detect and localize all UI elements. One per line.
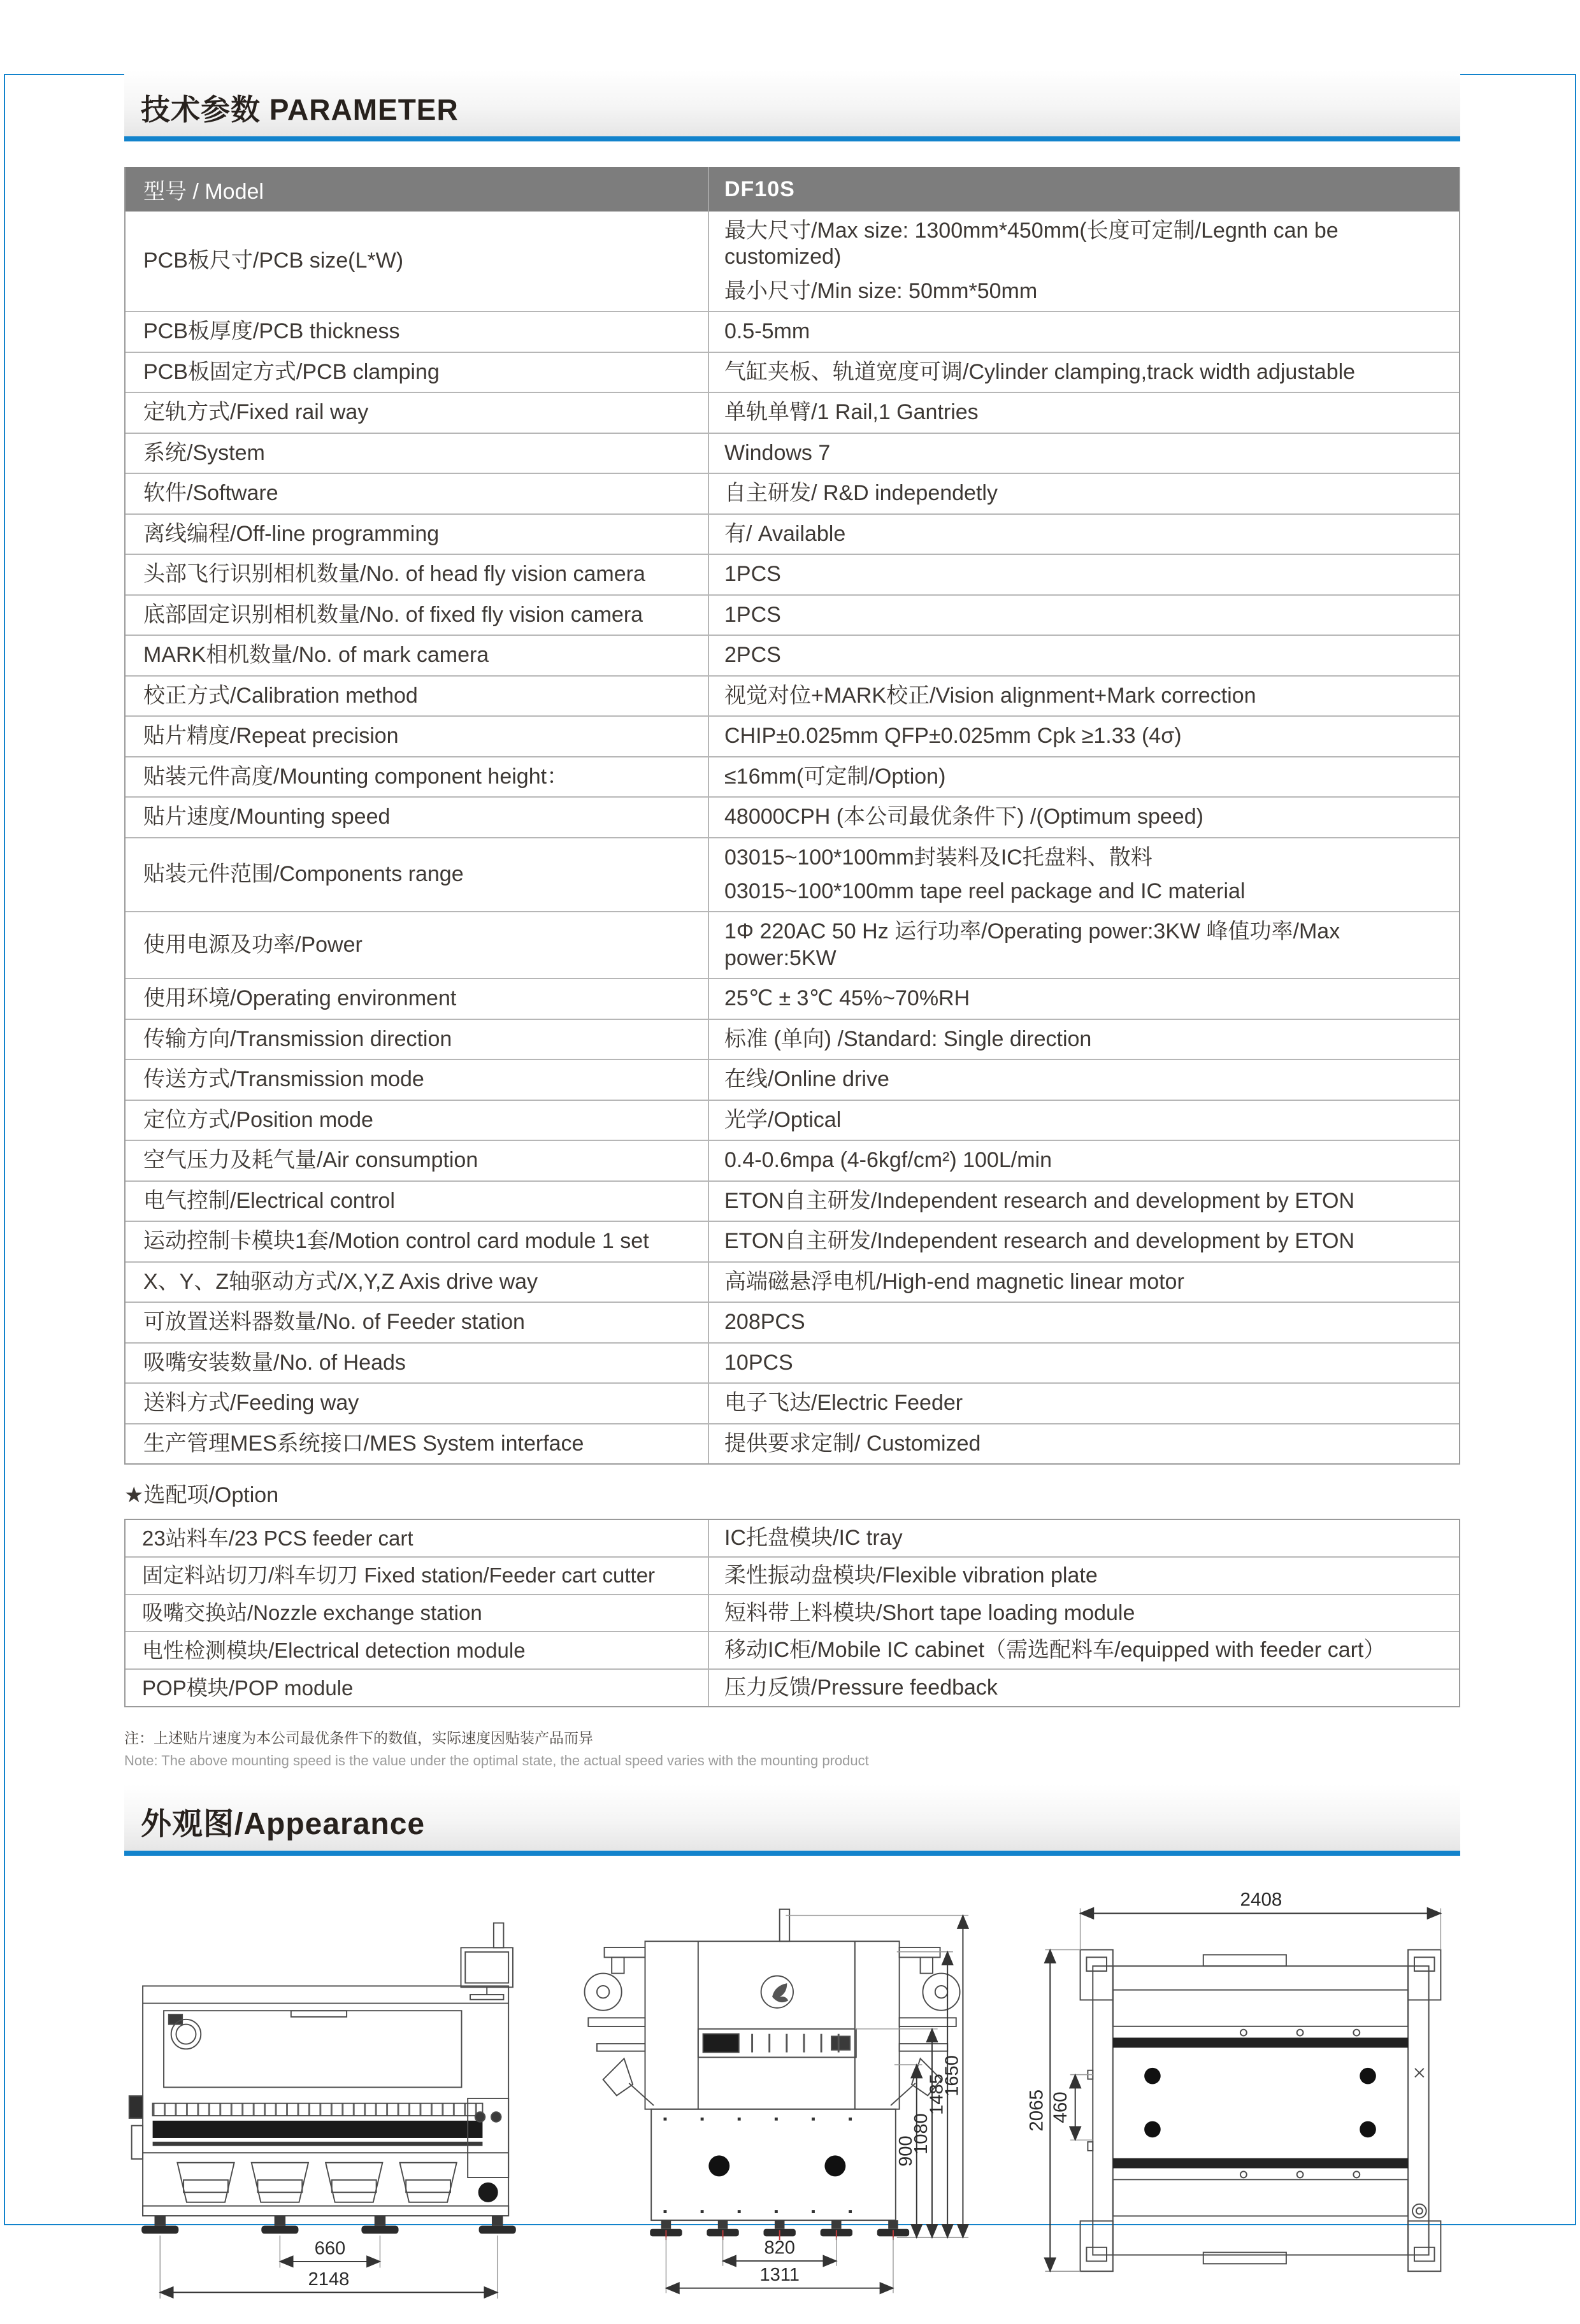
row-value (709, 353, 1459, 392)
row-value (709, 515, 1459, 554)
side-dim-1080-label: 1080 (910, 2113, 931, 2155)
page-content (0, 70, 1580, 2324)
table-row (126, 554, 1459, 594)
model-value: DF10S (724, 176, 795, 201)
row-value-line: 自主研发/ R&D independetly (724, 481, 998, 506)
row-value (709, 1263, 1459, 1302)
row-label: X、Y、Z轴驱动方式/X,Y,Z Axis drive way (126, 1263, 709, 1302)
row-value-line: 1PCS (724, 602, 781, 627)
side-dim-inner-label: 820 (763, 2237, 795, 2258)
row-value-line: CHIP±0.025mm QFP±0.025mm Cpk ≥1.33 (4σ) (724, 724, 1182, 749)
table-row (126, 837, 1459, 912)
table-row (126, 392, 1459, 432)
row-value (709, 474, 1459, 513)
table-row (126, 594, 1459, 635)
row-label: 可放置送料器数量/No. of Feeder station (126, 1303, 709, 1342)
row-value (709, 1384, 1459, 1423)
row-value-line: 208PCS (724, 1310, 805, 1335)
row-value-line: 最大尺寸/Max size: 1300mm*450mm(长度可定制/Legnth can be customized) (724, 219, 1339, 269)
row-value (709, 677, 1459, 715)
row-value-line: 提供要求定制/ Customized (724, 1431, 981, 1456)
row-value-line: 48000CPH (本公司最优条件下) /(Optimum speed) (724, 805, 1203, 829)
parameter-table-rows (126, 212, 1459, 1463)
option-right-cell: IC托盘模块/IC tray (724, 1526, 903, 1550)
row-value-line: 10PCS (724, 1350, 793, 1375)
row-value (709, 1222, 1459, 1261)
row-label: 贴片速度/Mounting speed (126, 798, 709, 836)
option-row (126, 1631, 1459, 1668)
row-value-line: 视觉对位+MARK校正/Vision alignment+Mark correction (724, 683, 1256, 708)
row-value-line: ETON自主研发/Independent research and development by ETON (724, 1229, 1355, 1254)
row-value-line: 0.4-0.6mpa (4-6kgf/cm²) 100L/min (724, 1148, 1052, 1173)
row-value (709, 555, 1459, 594)
row-value (709, 757, 1459, 796)
row-value (709, 1182, 1459, 1221)
option-left-cell: 23站料车/23 PCS feeder cart (126, 1520, 709, 1556)
option-section-title: ★选配项/Option (124, 1483, 279, 1507)
table-row (126, 1382, 1459, 1423)
row-value (709, 912, 1459, 978)
row-value (709, 979, 1459, 1018)
option-right-cell: 压力反馈/Pressure feedback (724, 1675, 998, 1700)
row-label: 生产管理MES系统接口/MES System interface (126, 1424, 709, 1463)
front-dim-outer-label: 2148 (308, 2269, 350, 2290)
table-row (126, 1302, 1459, 1342)
table-row (126, 1059, 1459, 1099)
table-row (126, 1423, 1459, 1463)
table-row (126, 212, 1459, 311)
table-row (126, 1221, 1459, 1261)
table-row (126, 675, 1459, 715)
row-value-line: 25℃ ± 3℃ 45%~70%RH (724, 986, 970, 1011)
row-value-line: 03015~100*100mm封装料及IC托盘料、散料 (724, 845, 1153, 870)
side-dim-900-label: 900 (895, 2135, 916, 2167)
row-value (709, 1344, 1459, 1382)
row-label: 离线编程/Off-line programming (126, 515, 709, 554)
appearance-section-header (124, 1784, 1460, 1856)
row-label: 空气压力及耗气量/Air consumption (126, 1141, 709, 1180)
row-value-line: 高端磁悬浮电机/High-end magnetic linear motor (724, 1269, 1184, 1294)
row-value-line: 1PCS (724, 562, 781, 587)
note (124, 1726, 1460, 1769)
top-dim-height-label: 2065 (1026, 2089, 1047, 2132)
option-row (126, 1594, 1459, 1632)
row-value (709, 798, 1459, 836)
appearance-section-title: 外观图/Appearance (141, 1807, 426, 1841)
row-value-line: 2PCS (724, 643, 781, 668)
model-label: 型号 / Model (126, 167, 709, 212)
option-left-cell: 固定料站切刀/料车切刀 Fixed station/Feeder cart cutter (126, 1558, 709, 1594)
row-value (709, 312, 1459, 351)
row-value-line: 标准 (单向) /Standard: Single direction (724, 1026, 1092, 1051)
row-value (709, 212, 1459, 311)
row-label: 送料方式/Feeding way (126, 1384, 709, 1423)
table-row (126, 1180, 1459, 1221)
table-row (126, 513, 1459, 554)
row-label: 传送方式/Transmission mode (126, 1060, 709, 1099)
row-label: 系统/System (126, 434, 709, 473)
top-dim-inner-label: 460 (1049, 2091, 1071, 2123)
table-row (126, 473, 1459, 513)
row-label: 运动控制卡模块1套/Motion control card module 1 set (126, 1222, 709, 1261)
table-row (126, 1140, 1459, 1180)
side-view-drawing (576, 1884, 971, 2324)
row-label: 定轨方式/Fixed rail way (126, 393, 709, 432)
row-value-line: 0.5-5mm (724, 319, 810, 344)
option-right-cell: 短料带上料模块/Short tape loading module (724, 1600, 1135, 1625)
table-row (126, 1019, 1459, 1059)
row-value (709, 596, 1459, 635)
option-left-cell: 电性检测模块/Electrical detection module (126, 1632, 709, 1668)
row-value-line: ETON自主研发/Independent research and development by ETON (724, 1188, 1355, 1213)
option-row (126, 1668, 1459, 1706)
row-label: 电气控制/Electrical control (126, 1182, 709, 1221)
table-row (126, 635, 1459, 675)
table-row (126, 311, 1459, 351)
top-view-drawing (1014, 1884, 1460, 2324)
row-label: 贴装元件范围/Components range (126, 838, 709, 912)
row-label: MARK相机数量/No. of mark camera (126, 636, 709, 675)
row-label: 底部固定识别相机数量/No. of fixed fly vision camera (126, 596, 709, 635)
row-label: 头部飞行识别相机数量/No. of head fly vision camera (126, 555, 709, 594)
row-value-line: ≤16mm(可定制/Option) (724, 764, 946, 789)
row-label: 使用电源及功率/Power (126, 912, 709, 978)
row-value (709, 1141, 1459, 1180)
row-label: 使用环境/Operating environment (126, 979, 709, 1018)
parameter-table (124, 167, 1460, 1465)
top-dim-width-label: 2408 (1240, 1889, 1282, 1911)
option-row (126, 1556, 1459, 1594)
side-dim-outer-label: 1311 (759, 2265, 800, 2286)
row-value-line: 光学/Optical (724, 1107, 842, 1132)
table-row (126, 1100, 1459, 1140)
option-left-cell: 吸嘴交换站/Nozzle exchange station (126, 1595, 709, 1632)
row-value (709, 838, 1459, 912)
row-label: 贴片精度/Repeat precision (126, 717, 709, 756)
option-left-cell: POP模块/POP module (126, 1670, 709, 1706)
row-value (709, 636, 1459, 675)
table-row (126, 352, 1459, 392)
front-dim-inner-label: 660 (314, 2238, 346, 2259)
row-label: PCB板固定方式/PCB clamping (126, 353, 709, 392)
row-value-line: 单轨单臂/1 Rail,1 Gantries (724, 400, 979, 425)
row-value-line: 有/ Available (724, 521, 846, 546)
row-value (709, 1303, 1459, 1342)
table-row (126, 756, 1459, 796)
row-value-line: 气缸夹板、轨道宽度可调/Cylinder clamping,track width adjustable (724, 359, 1356, 384)
option-row (126, 1520, 1459, 1556)
appearance-drawings (124, 1884, 1460, 2324)
table-row (126, 911, 1459, 978)
option-table (124, 1519, 1460, 1707)
row-label: 定位方式/Position mode (126, 1101, 709, 1140)
row-value-line: 03015~100*100mm tape reel package and IC material (724, 879, 1246, 903)
note-line-en: Note: The above mounting speed is the value under the optimal state, the actual speed varies with the mounting product (124, 1752, 869, 1768)
row-label: PCB板尺寸/PCB size(L*W) (126, 212, 709, 311)
option-right-cell: 柔性振动盘模块/Flexible vibration plate (724, 1563, 1098, 1588)
row-value (709, 1020, 1459, 1059)
front-view-drawing (124, 1910, 532, 2324)
table-row (126, 978, 1459, 1018)
table-row (126, 433, 1459, 473)
table-row (126, 796, 1459, 836)
row-value (709, 434, 1459, 473)
parameter-section-title: 技术参数 PARAMETER (141, 93, 459, 126)
row-label: 贴装元件高度/Mounting component height： (126, 757, 709, 796)
note-line-zh: 注：上述贴片速度为本公司最优条件下的数值，实际速度因贴装产品而异 (124, 1729, 593, 1746)
row-value (709, 1060, 1459, 1099)
row-value-line: 在线/Online drive (724, 1067, 889, 1092)
row-value-line: 1Φ 220AC 50 Hz 运行功率/Operating power:3KW 峰值功率/Max power:5KW (724, 919, 1340, 970)
row-label: PCB板厚度/PCB thickness (126, 312, 709, 351)
side-dim-1485-label: 1485 (926, 2074, 947, 2115)
row-label: 吸嘴安装数量/No. of Heads (126, 1344, 709, 1382)
table-row (126, 1261, 1459, 1302)
side-dim-1650-label: 1650 (942, 2055, 963, 2097)
row-label: 软件/Software (126, 474, 709, 513)
row-value (709, 717, 1459, 756)
row-value (709, 393, 1459, 432)
option-right-cell: 移动IC柜/Mobile IC cabinet（需选配料车/equipped with feeder cart） (724, 1638, 1386, 1663)
table-row (126, 1342, 1459, 1382)
row-value (709, 1101, 1459, 1140)
table-header-row (126, 167, 1459, 212)
row-value-line: 电子飞达/Electric Feeder (724, 1391, 963, 1416)
row-label: 传输方向/Transmission direction (126, 1020, 709, 1059)
row-value-line: Windows 7 (724, 440, 831, 465)
parameter-section-header (124, 70, 1460, 141)
row-label: 校正方式/Calibration method (126, 677, 709, 715)
row-value (709, 1424, 1459, 1463)
row-value-line: 最小尺寸/Min size: 50mm*50mm (724, 278, 1038, 303)
table-row (126, 715, 1459, 756)
